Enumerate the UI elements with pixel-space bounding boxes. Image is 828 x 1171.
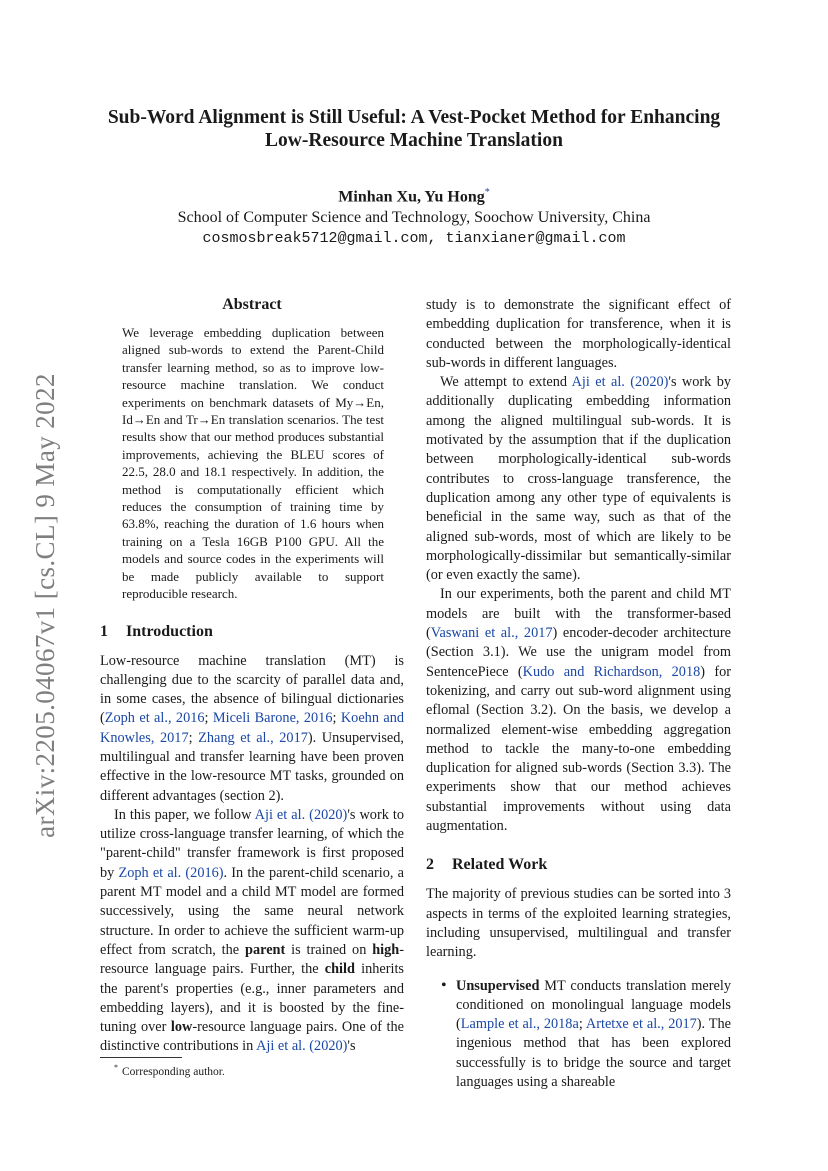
section-title: Related Work bbox=[452, 856, 548, 874]
citation-link[interactable]: Zoph et al., 2016 bbox=[104, 710, 205, 727]
citation-link[interactable]: Aji et al. (2020) bbox=[571, 374, 669, 391]
abstract-text: We leverage embedding duplication between aligned sub-words to extend the Parent-Child transfer learning method, so as to improve low-resource machine translation. We conduct experiments on benchmark datasets of My→En, Id→En and Tr→En translation scenarios. The test results show that our method produces substantial improvements, achieving the BLEU scores of 22.5, 28.0 and 18.1 respectively. In addition, the method is computationally efficient which reduces the consumption of training time by 63.8%, reaching the duration of 1.6 hours when training on a Tesla 16GB P100 GPU. All the models and source codes in the experiments will be made publicly available to support reproducible research. bbox=[122, 325, 384, 602]
corresponding-author-mark[interactable]: * bbox=[484, 187, 490, 198]
footnote-text: Corresponding author. bbox=[122, 1065, 225, 1078]
intro-paragraph-1: Low-resource machine translation (MT) is challenging due to the scarcity of parallel data and, in some cases, the absence of bilingual dictionaries (Zoph et al., 2016; Miceli Barone, 2016; Koehn and Knowles, 2017; Zhang et al., 2017). Unsupervised, multilingual and transfer learning have been proven effective in the low-resource MT tasks, grounded on different advantages (section 2). bbox=[100, 652, 405, 804]
section-title: Introduction bbox=[126, 622, 213, 640]
intro-paragraph-2: In this paper, we follow Aji et al. (2020)'s work to utilize cross-language transfer learning, of which the "parent-child" transfer framework is first proposed by Zoph et al. (2016). In the parent-child scenario, a parent MT model and a child MT model are formed successively, using the same neural network structure. In order to achieve the sufficient warm-up effect from scratch, the parent is trained on high-resource language pairs. Further, the child inherits the parent's properties (e.g., inner parameters and embedding layers), and it is boosted by the fine-tuning over low-resource language pairs. One of the distinctive contributions in Aji et al. (2020)'s bbox=[100, 806, 405, 1055]
citation-link[interactable]: Vaswani et al., 2017 bbox=[430, 625, 553, 642]
author-emails: cosmosbreak5712@gmail.com, tianxianer@gmail.com bbox=[202, 230, 626, 248]
footnote-mark: * bbox=[114, 1063, 118, 1072]
author-block bbox=[80, 182, 748, 249]
citation-link[interactable]: Aji et al. (2020) bbox=[256, 1038, 348, 1055]
citation-link[interactable]: Lample et al., 2018a bbox=[460, 1016, 579, 1033]
list-item bbox=[426, 977, 731, 1093]
paper-title bbox=[80, 106, 748, 152]
footnote bbox=[100, 1061, 414, 1079]
learning-strategy-list bbox=[426, 977, 731, 1093]
citation-link[interactable]: Artetxe et al., 2017 bbox=[585, 1016, 697, 1033]
citation-link[interactable]: Zoph et al. (2016) bbox=[118, 864, 224, 881]
related-paragraph-1: The majority of previous studies can be sorted into 3 aspects in terms of the exploited learning strategies, including unsupervised, multilingual and transfer learning. bbox=[426, 886, 731, 961]
citation-link[interactable]: Zhang et al., 2017 bbox=[198, 729, 308, 746]
intro-paragraph-4: We attempt to extend Aji et al. (2020)'s work by additionally duplicating embedding information among the aligned multilingual sub-words. It is motivated by the assumption that if the duplication between morphologically-identical sub-words contributes to cross-language transference, the duplication among any other type of equivalents is beneficial in the same way, such as that of the aligned sub-words, most of which are likely to be morphologically-dissimilar but semantically-similar (or even exactly the same). bbox=[426, 374, 731, 584]
citation-link[interactable]: Kudo and Richardson, 2018 bbox=[522, 663, 701, 680]
right-column bbox=[426, 296, 731, 1092]
section-number: 2 bbox=[426, 856, 434, 874]
citation-link[interactable]: Aji et al. (2020) bbox=[254, 806, 348, 823]
section-number: 1 bbox=[100, 622, 108, 640]
section-heading-related-work bbox=[426, 856, 731, 874]
affiliation: School of Computer Science and Technology, Soochow University, China bbox=[177, 209, 651, 227]
citation-link[interactable]: Koehn and Knowles, 2017 bbox=[100, 710, 405, 746]
left-column bbox=[100, 296, 404, 1057]
section-heading-introduction bbox=[100, 623, 404, 641]
intro-paragraph-3: study is to demonstrate the significant effect of embedding duplication for transference, when it is conducted between the morphologically-identical sub-words in different languages. bbox=[426, 297, 731, 371]
author-names: Minhan Xu, Yu Hong* bbox=[338, 187, 490, 206]
title-line-1: Sub-Word Alignment is Still Useful: A Vest-Pocket Method for Enhancing bbox=[107, 107, 721, 128]
arxiv-identifier bbox=[20, 365, 70, 845]
arxiv-identifier-text: arXiv:2205.04067v1 [cs.CL] 9 May 2022 bbox=[29, 372, 60, 838]
footnote-divider bbox=[100, 1057, 182, 1058]
bullet-icon: • bbox=[441, 976, 447, 994]
abstract-heading: Abstract bbox=[222, 296, 282, 313]
citation-link[interactable]: Miceli Barone, 2016 bbox=[212, 710, 333, 727]
intro-paragraph-5: In our experiments, both the parent and child MT models are built with the transformer-based (Vaswani et al., 2017) encoder-decoder architecture (Section 3.1). We use the unigram model from SentencePiece (Kudo and Richardson, 2018) for tokenizing, and carry out sub-word alignment using eflomal (Section 3.2). On the basis, we develop a normalized element-wise embedding aggregation method to tackle the many-to-one embedding duplication for aligned sub-words (Section 3.3). The experiments show that our method achieves substantial improvements without using data augmentation. bbox=[426, 586, 732, 835]
list-item-text: Unsupervised MT conducts translation merely conditioned on monolingual language models (Lample et al., 2018a; Artetxe et al., 2017). The ingenious method that has been explored successfully is to bridge the source and target languages using a shareable bbox=[456, 977, 731, 1090]
title-line-2: Low-Resource Machine Translation bbox=[265, 130, 563, 151]
